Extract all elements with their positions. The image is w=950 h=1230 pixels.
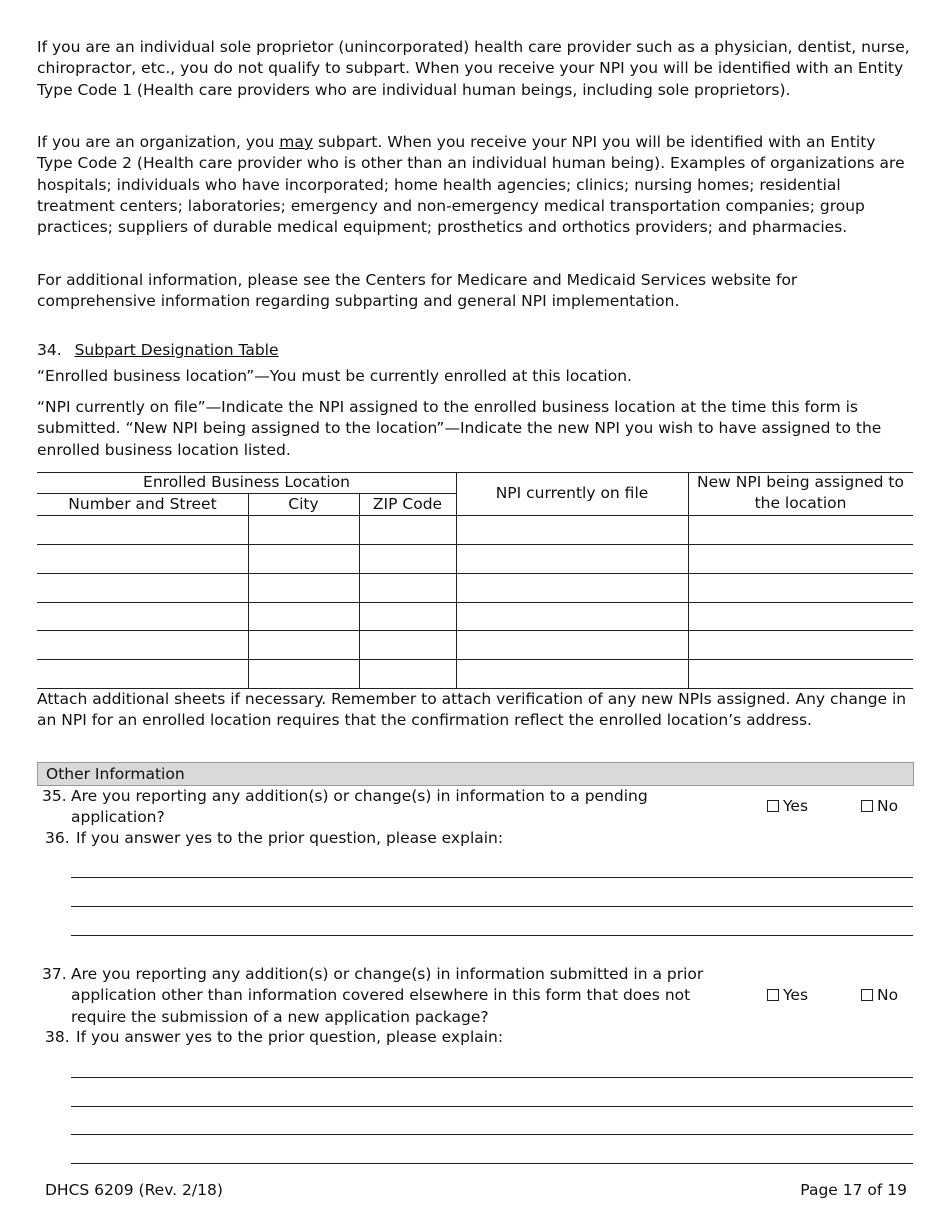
table-row-rule (37, 659, 913, 660)
subpart-heading (37, 340, 279, 361)
question-36 (45, 828, 765, 849)
table-group-rule (37, 493, 456, 494)
q37-yes-option[interactable] (767, 985, 808, 1005)
q38-answer-line[interactable] (71, 1134, 913, 1135)
q37-no-option[interactable] (861, 985, 898, 1005)
th-zip-code: ZIP Code (372, 495, 443, 513)
table-row-rule (37, 630, 913, 631)
question-35 (42, 786, 762, 829)
table-top-rule (37, 472, 913, 473)
q35-yes-label: Yes (783, 797, 809, 815)
question-38 (45, 1027, 765, 1048)
intro-paragraph-cms: For additional information, please see the Centers for Medicare and Medicaid Services website for comprehensive information regarding subparting and general NPI implementation. (37, 271, 798, 311)
subpart-designation-table (37, 472, 913, 689)
footer-page-number: Page 17 of 19 (800, 1181, 907, 1199)
q35-yes-option[interactable] (767, 796, 808, 816)
q38-number: 38. (45, 1028, 70, 1046)
subpart-note-enrolled: “Enrolled business location”—You must be currently enrolled at this location. (37, 367, 632, 385)
q37-text-line3: require the submission of a new application package? (71, 1007, 489, 1026)
table-row-rule (37, 602, 913, 603)
table-col-rule (456, 472, 457, 689)
th-number-and-street: Number and Street (68, 495, 217, 513)
th-npi-currently-on-file: NPI currently on file (495, 484, 649, 502)
q35-text-line2: application? (71, 808, 165, 827)
question-37 (42, 964, 762, 1028)
intro-paragraph-sole-proprietor: If you are an individual sole proprietor (unincorporated) health care provider such as a physician, dentist, nurse, chiropractor, etc., you do not qualify to subpart. When you receive your NPI you will be identified with an Entity Type Code 1 (Health care providers who are individual human beings, including sole proprietors). (37, 38, 910, 99)
q37-number: 37. (42, 965, 67, 983)
q36-number: 36. (45, 829, 70, 847)
q36-text: If you answer yes to the prior question, please explain: (76, 829, 504, 847)
q37-text-line2: application other than information covered elsewhere in this form that does not (71, 986, 691, 1005)
table-header-rule (37, 515, 913, 516)
q36-answer-line[interactable] (71, 906, 913, 907)
table-col-rule (359, 493, 360, 689)
checkbox-icon[interactable] (861, 800, 873, 812)
th-city: City (288, 495, 319, 513)
table-col-rule (688, 472, 689, 689)
q38-answer-line[interactable] (71, 1163, 913, 1164)
q38-answer-line[interactable] (71, 1106, 913, 1107)
other-information-bar (37, 762, 914, 786)
subpart-note-npi: “NPI currently on file”—Indicate the NPI assigned to the enrolled business location at the time this form is submitted. “New NPI being assigned to the location”—Indicate the new NPI you wish to have assigned to the enrolled business location listed. (37, 398, 882, 459)
checkbox-icon[interactable] (767, 989, 779, 1001)
intro-paragraph-organization (37, 132, 913, 238)
q35-no-label: No (877, 797, 899, 815)
checkbox-icon[interactable] (767, 800, 779, 812)
q38-answer-line[interactable] (71, 1077, 913, 1078)
p2-after: subpart. When you receive your NPI you will be identified with an Entity Type Code 2 (Health care provider who is other than an individual human being). Examples of organizations are hospitals; individuals who have incorporated; home health agencies; clinics; nursing homes; residential treatment centers; laboratories; emergency and non-emergency medical transportation companies; group practices; suppliers of durable medical equipment; prosthetics and orthotics providers; and pharmacies. (37, 133, 905, 237)
other-information-title: Other Information (46, 765, 185, 783)
q35-number: 35. (42, 787, 67, 805)
table-row-rule (37, 573, 913, 574)
footer-form-id: DHCS 6209 (Rev. 2/18) (45, 1181, 223, 1199)
th-enrolled-business-location: Enrolled Business Location (143, 473, 350, 491)
q36-answer-line[interactable] (71, 935, 913, 936)
q35-text-line1: Are you reporting any addition(s) or change(s) in information to a pending (71, 787, 648, 805)
q35-no-option[interactable] (861, 796, 898, 816)
q36-answer-line[interactable] (71, 877, 913, 878)
subpart-title: Subpart Designation Table (74, 341, 279, 359)
table-col-rule (248, 493, 249, 689)
q37-no-label: No (877, 986, 899, 1004)
th-new-npi: New NPI being assigned to the location (697, 473, 904, 512)
q37-yes-label: Yes (783, 986, 809, 1004)
subpart-number: 34. (37, 341, 62, 359)
p2-before: If you are an organization, you (37, 133, 280, 151)
p2-emphasis: may (279, 133, 314, 151)
table-row-rule (37, 544, 913, 545)
q38-text: If you answer yes to the prior question, please explain: (76, 1028, 504, 1046)
attach-note: Attach additional sheets if necessary. Remember to attach verification of any new NPIs assigned. Any change in an NPI for an enrolled location requires that the confirmation reflect the enrolled location’s address. (37, 690, 907, 730)
checkbox-icon[interactable] (861, 989, 873, 1001)
q37-text-line1: Are you reporting any addition(s) or change(s) in information submitted in a prior (71, 965, 704, 983)
